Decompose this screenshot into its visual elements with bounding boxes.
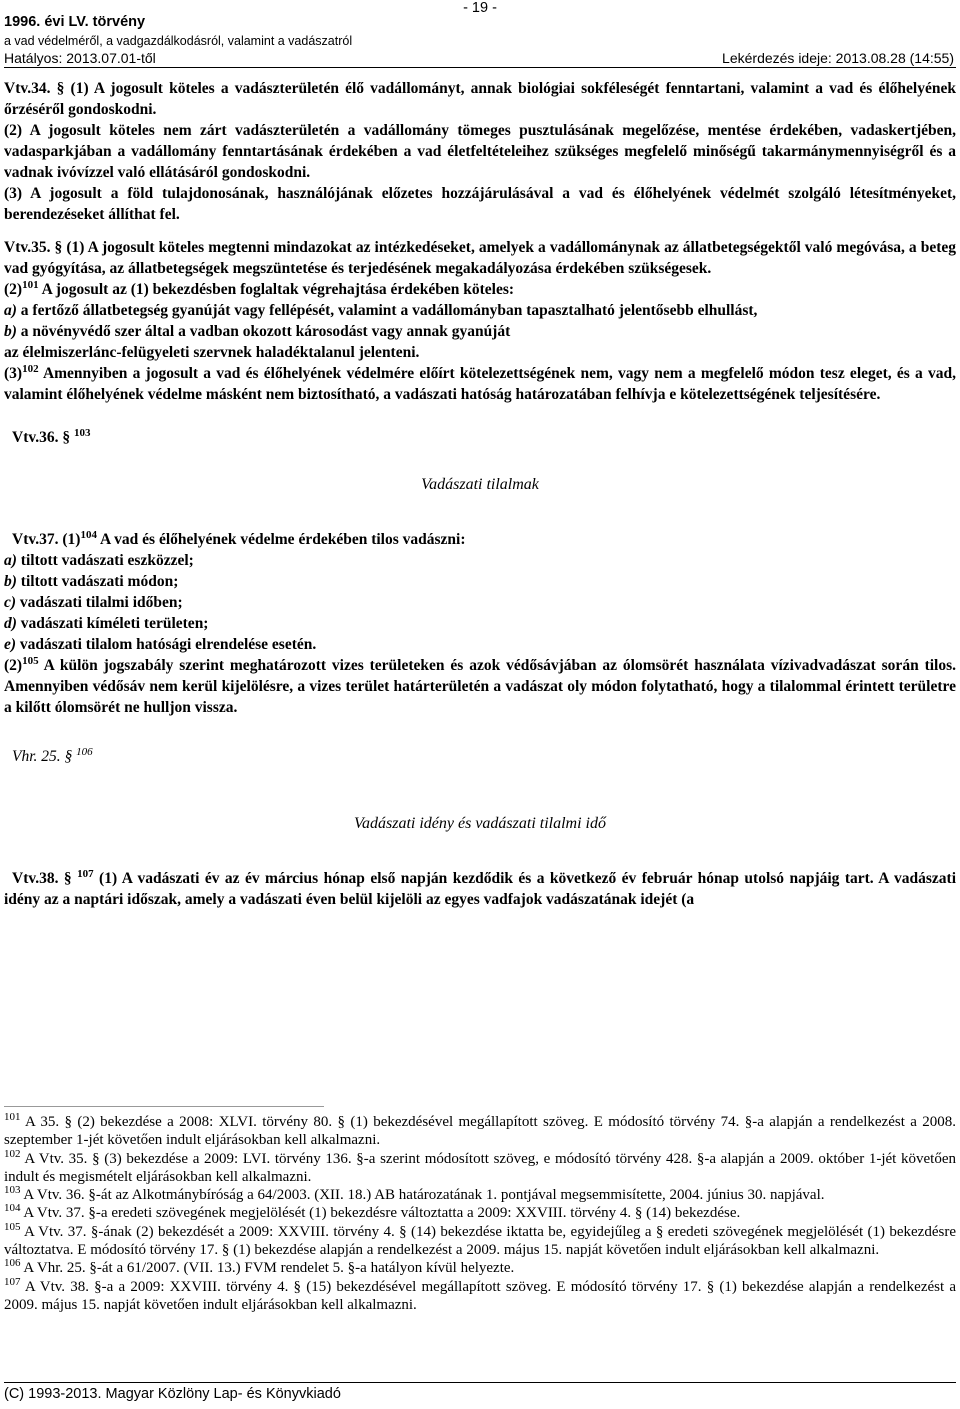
section-vhr-25: Vhr. 25. § $^{106}$ xyxy=(12,745,93,765)
header-divider xyxy=(4,67,956,68)
paragraph-38-1: Vtv.38. § $^{107}$ (1) A vadászati év az év március hónap első napján kezdődik és a következő év február hónap utolsó napjáig tart. A vadászati idény az a naptári időszak, amely a vadászati éven belül kijelöli az egyes vadfajok vadászatának idejét (a xyxy=(4,867,957,908)
page-header xyxy=(4,0,956,72)
list-item-37-b: b) tiltott vadászati módon; xyxy=(4,573,179,590)
footnote-102: $^{102}$ A Vtv. 35. § (3) bekezdése a 2009: LVI. törvény 136. §-a szerint módosított szöveg, e módosító törvény 428. §-a alapján a 2009. október 1-jét követően indult és megismételt eljárásokban kell alkalmazni. xyxy=(4,1147,956,1185)
validity-date: Hatályos: 2013.07.01-től xyxy=(4,50,156,66)
footnote-ref-105[interactable]: 105 xyxy=(22,654,39,667)
paragraph-35-1: Vtv.35. § (1) A jogosult köteles megtenni mindazokat az intézkedéseket, amelyek a vadállománynak az állatbetegségektől való megóvása, a beteg vad gyógyítása, az állatbetegségek megszüntetése és terjedésének megakadályozása érdekében szükségesek. xyxy=(4,239,956,277)
footnote-ref-103[interactable]: 103 xyxy=(74,426,91,439)
document-title: 1996. évi LV. törvény xyxy=(4,14,146,30)
paragraph-35-2-b: b) a növényvédő szer által a vadban okozott károsodást vagy annak gyanúját xyxy=(4,323,511,340)
paragraph-37-2: $(2)^{105}$ A külön jogszabály szerint meghatározott vizes területeken és azok védősávjában az ólomsörét használata vízivadvadászat során tilos. Amennyiben védősáv nem kerül kijelölésre, a vizes terület határterületén a vadászat oly módon folytatható, hogy a tilalommal érintett területre a kilőtt ólomsörét ne hulljon vissza. xyxy=(4,654,956,716)
footnote-101: $^{101}$ A 35. § (2) bekezdése a 2008: XLVI. törvény 80. § (1) bekezdésével megállapított szöveg. E módosító törvény 74. §-a alapján a rendelkezést a 2008. szeptember 1-jét követően indult eljárásokban kell alkalmazni. xyxy=(4,1111,956,1149)
paragraph-35-2-tail: az élelmiszerlánc-felügyeleti szervnek haladéktalanul jelenteni. xyxy=(4,344,420,361)
list-item-37-c: c) vadászati tilalmi időben; xyxy=(4,594,183,611)
document-body xyxy=(4,78,956,910)
paragraph-35-2-a: a) a fertőző állatbetegség gyanúját vagy fellépését, valamint a vadállományban tapasztalható jelentősebb elhullást, xyxy=(4,302,758,319)
paragraph-35-2: $(2)^{101}$ A jogosult az (1) bekezdésben foglaltak végrehajtása érdekében köteles: xyxy=(4,278,515,298)
page-number: - 19 - xyxy=(463,0,497,16)
paragraph-34-3: (3) A jogosult a föld tulajdonosának, használójának előzetes hozzájárulásával a vad és élőhelyének védelmét szolgáló létesítményeket, berendezéseket állíthat fel. xyxy=(4,185,956,223)
footnote-ref-104[interactable]: 104 xyxy=(80,528,97,541)
paragraph-35-3: $(3)^{102}$ Amennyiben a jogosult a vad és élőhelyének védelmére előírt kötelezettségének nem, vagy nem a megfelelő módon tesz eleget, és a vad, valamint élőhelyének védelme másként nem biztosítható, a vadászati hatóság határozatában felhívja e kötelezettségének teljesítésére. xyxy=(4,362,956,403)
footnote-103: $^{103}$ A Vtv. 36. §-át az Alkotmánybíróság a 64/2003. (XII. 18.) AB határozatának 1. pontjával megsemmisítette, 2004. június 30. napjával. xyxy=(4,1184,825,1204)
copyright-text: (C) 1993-2013. Magyar Közlöny Lap- és Könyvkiadó xyxy=(4,1386,341,1402)
query-time: Lekérdezés ideje: 2013.08.28 (14:55) xyxy=(722,50,954,66)
footnote-ref-106[interactable]: 106 xyxy=(76,745,93,758)
footnote-106: $^{106}$ A Vhr. 25. §-át a 61/2007. (VII. 13.) FVM rendelet 5. §-a hatályon kívül helyezte. xyxy=(4,1257,515,1277)
footnote-104: $^{104}$ A Vtv. 37. §-a eredeti szövegének megjelölését (1) bekezdésre változtatta a 2009: XXVIII. törvény 4. § (14) bekezdése. xyxy=(4,1202,741,1222)
page-footer xyxy=(4,1386,956,1402)
footnote-105: $^{105}$ A Vtv. 37. §-ának (2) bekezdését a 2009: XXVIII. törvény 4. § (14) bekezdése iktatta be, egyidejűleg a § eredeti szövegének megjelölését (1) bekezdésre változtatva. E módosító törvény 17. § (1) bekezdése alapján a rendelkezést a 2009. május 15. napját követően indult eljárásokban kell alkalmazni. xyxy=(4,1220,956,1259)
document-subtitle: a vad védelméről, a vadgazdálkodásról, valamint a vadászatról xyxy=(4,34,353,48)
section-36: Vtv.36. § $^{103}$ xyxy=(12,426,91,446)
paragraph-37-1: Vtv.37. $(1)^{104}$ A vad és élőhelyének védelme érdekében tilos vadászni: xyxy=(12,528,466,548)
heading-vadaszati-tilalmak: Vadászati tilalmak xyxy=(421,476,539,493)
footnote-ref-102[interactable]: 102 xyxy=(22,362,39,375)
footer-divider xyxy=(4,1382,956,1383)
footnote-107: $^{107}$ A Vtv. 38. §-a a 2009: XXVIII. törvény 4. § (15) bekezdésével megállapított szöveg. E módosító törvény 17. § (1) bekezdése alapján a rendelkezést a 2009. május 15. napját követően indult eljárásokban kell alkalmazni. xyxy=(4,1275,956,1313)
footnote-ref-101[interactable]: 101 xyxy=(22,278,39,291)
footnote-ref-107[interactable]: 107 xyxy=(77,867,94,880)
list-item-37-e: e) vadászati tilalom hatósági elrendelése esetén. xyxy=(4,636,317,653)
paragraph-34-2: (2) A jogosult köteles nem zárt vadászterületén a vadállomány tömeges pusztulásának megelőzése, mentése érdekében, vadaskertjében, vadasparkjában a vadállomány fenntartásának érdekében a vad életfeltételeihez szükséges megfelelő minőségű takarmánymennyiségről és a vadnak ivóvízzel való ellátásáról gondoskodni. xyxy=(4,122,956,181)
heading-vadaszati-ideny: Vadászati idény és vadászati tilalmi idő xyxy=(354,815,606,832)
footnote-divider xyxy=(4,1106,324,1107)
footnotes xyxy=(4,1106,956,1314)
paragraph-34-1: Vtv.34. § (1) A jogosult köteles a vadászterületén élő vadállományt, annak biológiai sokféleségét fenntartani, valamint a vad és élőhelyének őrzéséről gondoskodni. xyxy=(4,80,956,118)
list-item-37-a: a) tiltott vadászati eszközzel; xyxy=(4,552,194,569)
list-item-37-d: d) vadászati kíméleti területen; xyxy=(4,615,209,632)
